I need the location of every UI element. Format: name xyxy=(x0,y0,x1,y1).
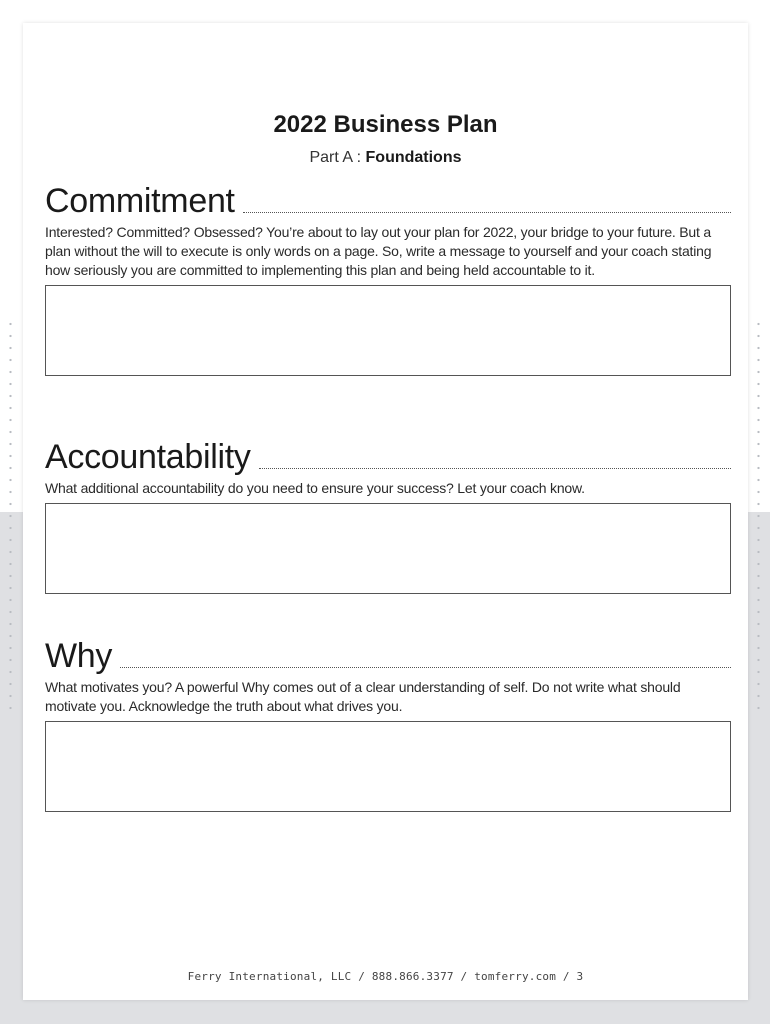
section-heading: Commitment xyxy=(45,182,235,220)
accountability-answer-box[interactable] xyxy=(45,503,731,594)
dotted-leader xyxy=(243,212,731,213)
document-title: 2022 Business Plan xyxy=(273,111,498,138)
section-description: What additional accountability do you need to ensure your success? Let your coach know. xyxy=(45,480,585,496)
subtitle-bold: Foundations xyxy=(365,149,462,166)
section-heading-row xyxy=(45,433,731,477)
section-description: What motivates you? A powerful Why comes out of a clear understanding of self. Do not write what should motivate you. Acknowledge the truth about what drives you. xyxy=(45,679,681,714)
section-heading-row xyxy=(45,177,731,221)
section-heading: Accountability xyxy=(45,438,251,476)
dotted-leader xyxy=(259,468,731,469)
section-description: Interested? Committed? Obsessed? You’re about to lay out your plan for 2022, your bridge to your future. But a plan without the will to execute is only words on a page. So, write a message to yourself and your coach stating how seriously you are committed to implementing this plan and being held accountable to it. xyxy=(45,224,712,278)
left-dot-border xyxy=(9,318,12,714)
commitment-answer-box[interactable] xyxy=(45,285,731,376)
right-dot-border xyxy=(757,318,760,714)
why-answer-box[interactable] xyxy=(45,721,731,812)
page-footer: Ferry International, LLC / 888.866.3377 / tomferry.com / 3 xyxy=(187,970,584,983)
section-commitment xyxy=(45,177,731,376)
dotted-leader xyxy=(120,667,731,668)
section-accountability xyxy=(45,433,731,594)
section-heading: Why xyxy=(45,637,113,675)
subtitle-prefix: Part A : xyxy=(309,149,366,166)
document-page xyxy=(23,23,748,1000)
section-heading-row xyxy=(45,632,731,676)
section-why xyxy=(45,632,731,812)
document-subtitle xyxy=(23,149,748,167)
